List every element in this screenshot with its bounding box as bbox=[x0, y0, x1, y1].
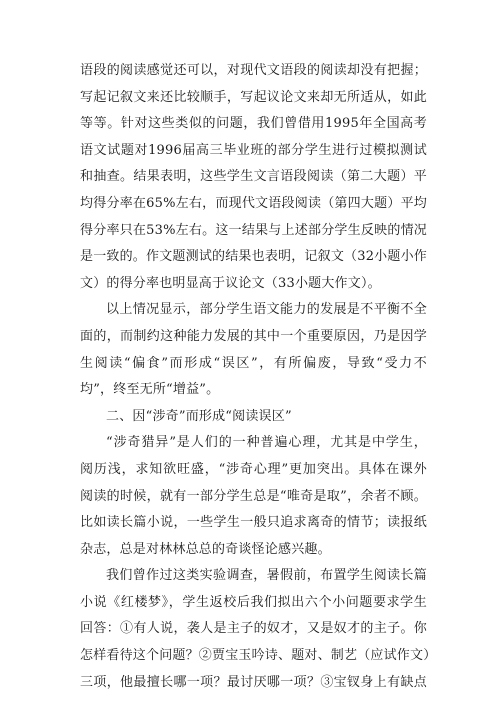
paragraph-3-line-3: 阅读的时候，就有一部分学生总是“唯奇是取”，余者不顾。 bbox=[80, 488, 427, 504]
paragraph-1-line-5: 和抽查。结果表明，这些学生文言语段阅读（第二大题）平 bbox=[80, 169, 427, 185]
section-heading: 二、因“涉奇”而形成“阅读误区” bbox=[106, 408, 292, 424]
paragraph-1-line-3: 等等。针对这些类似的问题，我们曾借用1995年全国高考 bbox=[80, 116, 427, 132]
paragraph-3-line-5: 杂志，总是对林林总总的奇谈怪论感兴趣。 bbox=[80, 541, 331, 557]
paragraph-3-line-1: “涉奇猎异”是人们的一种普遍心理，尤其是中学生， bbox=[106, 435, 427, 451]
paragraph-4-line-2: 小说《红楼梦》，学生返校后我们拟出六个小问题要求学生 bbox=[80, 594, 427, 610]
paragraph-4-line-5: 三项，他最擅长哪一项？最讨厌哪一项？③宝钗身上有缺点 bbox=[80, 674, 427, 690]
paragraph-2-line-4: 均”，终至无所“增益”。 bbox=[80, 382, 220, 398]
paragraph-4-line-1: 我们曾作过这类实验调查，暑假前，布置学生阅读长篇 bbox=[106, 568, 427, 584]
paragraph-4-line-3: 回答：①有人说，袭人是主子的奴才，又是奴才的主子。你 bbox=[80, 621, 427, 637]
paragraph-1-line-8: 是一致的。作文题测试的结果也表明，记叙文（32小题小作 bbox=[80, 249, 427, 265]
paragraph-1-line-2: 写起记叙文来还比较顺手，写起议论文来却无所适从，如此 bbox=[80, 89, 427, 105]
paragraph-4-line-4: 怎样看待这个问题？②贾宝玉吟诗、题对、制艺（应试作文） bbox=[80, 648, 437, 664]
paragraph-2-line-2: 面的，而制约这种能力发展的其中一个重要原因，乃是因学 bbox=[80, 328, 427, 344]
paragraph-1-line-1: 语段的阅读感觉还可以，对现代文语段的阅读却没有把握； bbox=[80, 63, 427, 78]
paragraph-1-line-6: 均得分率在65%左右，而现代文语段阅读（第四大题）平均 bbox=[80, 195, 427, 211]
paragraph-1-line-9: 文）的得分率也明显高于议论文（33小题大作文）。 bbox=[80, 275, 381, 291]
paragraph-2-line-1: 以上情况显示，部分学生语文能力的发展是不平衡不全 bbox=[106, 302, 427, 318]
paragraph-2-line-3: 生阅读“偏食”而形成“误区”，有所偏废，导致“受力不 bbox=[80, 355, 427, 371]
paragraph-3-line-4: 比如读长篇小说，一些学生一般只追求离奇的情节；读报纸 bbox=[80, 515, 427, 531]
paragraph-1-line-4: 语文试题对1996届高三毕业班的部分学生进行过模拟测试 bbox=[80, 142, 427, 158]
paragraph-3-line-2: 阅历浅，求知欲旺盛，“涉奇心理”更加突出。具体在课外 bbox=[80, 461, 427, 477]
document-body bbox=[80, 58, 437, 696]
paragraph-1-line-7: 得分率只在53%左右。这一结果与上述部分学生反映的情况 bbox=[80, 222, 427, 238]
